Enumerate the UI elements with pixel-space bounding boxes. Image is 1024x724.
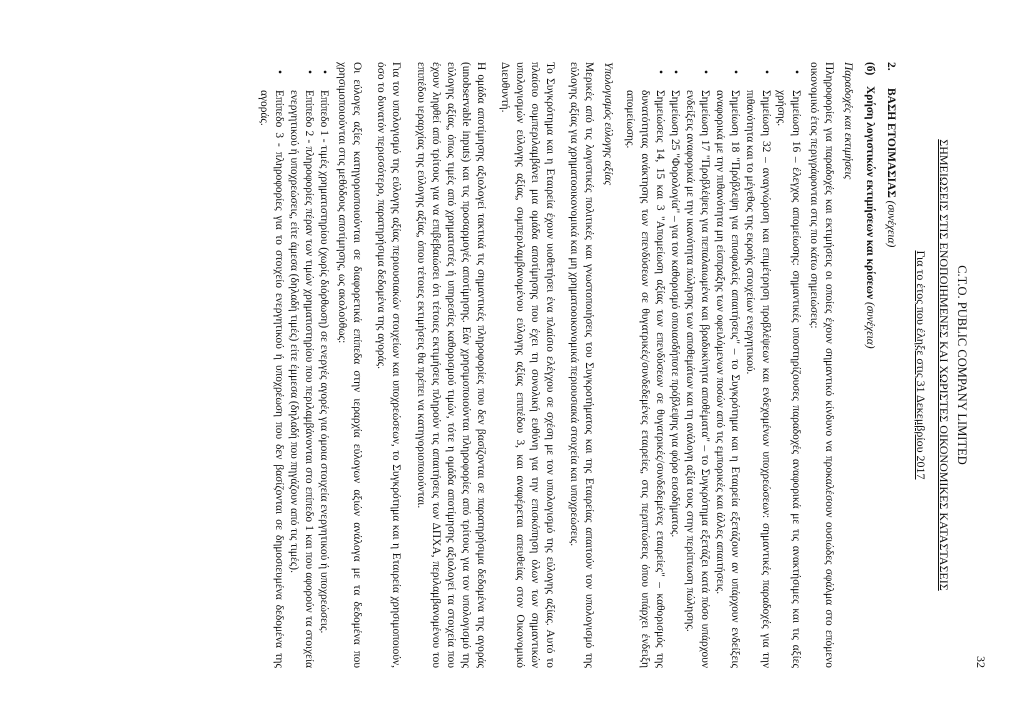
document-title: ΣΗΜΕΙΩΣΕΙΣ ΣΤΙΣ ΕΝΟΠΟΙΗΜΕΝΕΣ ΚΑΙ ΧΩΡΙΣΤΕΣ ΟΙΚΟΝΟΜΙΚΕΣ ΚΑΤΑΣΤΑΣΕΙΣ: [937, 139, 952, 591]
subsection-number: (б): [863, 62, 876, 76]
section-continued: (συνέχεια): [884, 200, 897, 248]
provisions-list: [622, 62, 803, 668]
provision-item: • Σημειώσεις 14, 15 και 3 "Απομείωση αξίας των επενδύσεων σε θυγατρικές/συνδεδεμένες εταιρείες" – καθορισμός της δυνατότητας ανάκτησης των επενδύσεων σε θυγατρικές/συνδεδεμένες εταιρείες, στις περιπτώσεις όπου υπάρχει ένδειξη απομείωσης.: [622, 90, 667, 668]
subsection-continued: (συνέχεια): [863, 301, 876, 349]
level-item: • Επίπεδο 2 - πληροφορίες πέραν των τιμών χρηματιστηρίου που περιλαμβάνονται στο επίπεδο 1 και που αφορούν τα στοιχεία ενεργητικού ή υποχρεώσεις, είτε άμεσα (δηλαδή τιμές) είτε έμμεσα (δηλαδή που πηγάζουν από τις τιμές).: [286, 90, 316, 668]
section-heading: [883, 62, 898, 668]
section-title: ΒΑΣΗ ΕΤΟΙΜΑΣΙΑΣ: [884, 88, 897, 198]
provision-item: • Σημείωση 18 "Πρόβλεψη για επισφαλείς απαιτήσεις" – το Συγκρότημα και η Εταιρεία εξετάζουν αν υπάρχουν ενδείξεις αναφορικά με την πιθανότητα μη είσπραξης των οφειλόμενων ποσών από τις εμπορικές και άλλες απαιτήσεις.: [712, 90, 742, 668]
section-number: 2.: [884, 62, 897, 71]
level-item: • Επίπεδο 3 - πληροφορίες για το στοιχείο ενεργητικού ή υποχρέωση που δεν βασίζονται σε δημοσιευμένα δεδομένα της αγοράς.: [256, 90, 286, 668]
fair-value-paragraph: Για τον υπολογισμό της εύλογης αξίας περιουσιακών στοιχείων και υποχρεώσεων, το Συγκρότημα και η Εταιρεία χρησιμοποιούν, όσο το δυνατόν περισσότερο, παρατηρήσιμα δεδομένα της αγοράς.: [375, 62, 403, 668]
levels-list: [256, 62, 331, 668]
period-line: Για το έτος που έληξε στις 31 Δεκεμβρίου 2017: [913, 250, 928, 480]
provision-item: • Σημείωση 32 – αναγνώριση και επιμέτρηση προβλέψεων και ενδεχομένων υποχρεώσεων: σημαντικές παραδοχές για την πιθανότητα και το μέγεθος της εκροής στοιχείων ενεργητικού.: [742, 90, 772, 668]
fair-value-paragraph: Η ομάδα αποτίμησης αξιολογεί τακτικά τις σημαντικές πληροφορίες που δεν βασίζονται σε παρατηρήσιμα δεδομένα της αγοράς (unobservable inputs) και τις προσαρμογές αποτίμησης. Εάν χρησιμοποιούνται πληροφορίες από τρίτους για τον υπολογισμό της εύλογης αξίας, όπως τιμές από χρηματιστές ή υπηρεσίες καθορισμού τιμών, τότε η ομάδα αποτίμησης αξιολογεί τα στοιχεία που έχουν ληφθεί από τρίτους για να επιβεβαιώσει ότι τέτοιες εκτιμήσεις πληρούν τις απαιτήσεις των ΔΠΧΑ, περιλαμβανομένου του επιπέδου ιεραρχίας της εύλογης αξίας, όπου τέτοιες εκτιμήσεις θα πρέπει να κατηγοριοποιούνται.: [414, 62, 487, 668]
provision-item: • Σημείωση 25 "Φορολογία" – για τον καθορισμό οποιασδήποτε πρόβλεψης για φόρο εισοδήματος.: [667, 90, 682, 668]
provision-item: • Σημείωση 17 "Προβλέψεις για πεπαλαιωμένα και βραδυκίνητα αποθέματα" – το Συγκρότημα εξετάζει κατά πόσο υπάρχουν ενδείξεις αναφορικά με την ικανότητα πώλησης των αποθεμάτων και τη ανάλογη αξία τους στην περίπτωση πώλησης.: [682, 90, 712, 668]
fair-value-paragraph: Οι εύλογες αξίες κατηγοριοποιούνται σε διαφορετικά επίπεδα στην ιεραρχία εύλογων αξιών ανάλογα με τα δεδομένα που χρησιμοποιούνται στις μεθόδους αποτίμησης, ως ακολούθως:: [336, 62, 364, 668]
fair-value-heading: Υπολογισμός εύλογης αξίας: [602, 62, 615, 186]
fair-value-paragraph: Το Συγκρότημα και η Εταιρεία έχουν υιοθετήσει ένα πλαίσιο ελέγχου σε σχέση με τον υπολογισμό της εύλογης αξίας. Αυτό το πλαίσιο συμπεριλαμβάνει μια ομάδα αποτίμησης που έχει τη συνολική ευθύνη για την επισκόπηση όλων των σημαντικών υπολογισμών εύλογης αξίας, συμπεριλαμβανομένου εύλογης αξίας επιπέδου 3, και αναφέρεται απευθείας στον Οικονομικό Διευθυντή.: [498, 62, 556, 668]
provision-item: • Σημείωση 16 – έλεγχος απομείωσης: σημαντικές υποστηρίζουσες παραδοχές αναφορικά με τις ανακτήσιμες και τις αξίες χρήσης.: [773, 90, 803, 668]
provisions-intro: Πληροφορίες για παραδοχές και εκτιμήσεις οι οποίες έχουν σημαντικό κίνδυνο να προκαλέσουν ουσιώδες σφάλμα στο επόμενο οικονομικό έτος περιγράφονται στις πιο κάτω σημειώσεις:: [807, 62, 835, 668]
company-name: C.T.O. PUBLIC COMPANY LIMITED: [955, 265, 969, 465]
page-number: 32: [974, 656, 988, 668]
level-item: • Επίπεδο 1 - τιμές χρηματιστηρίου (χωρίς διόρθωση) σε ενεργές αγορές για όμοια στοιχεία ενεργητικού ή υποχρεώσεις.: [316, 90, 331, 668]
provisions-heading: Παραδοχές και εκτιμήσεις: [841, 62, 854, 180]
document-page: [256, 62, 988, 668]
fair-value-intro: Μερικές από τις λογιστικές πολιτικές και γνωστοποιήσεις του Συγκροτήματος και της Εταιρείας απαιτούν τον υπολογισμό της εύλογης αξίας για χρηματοοικονομικά και μη χρηματοοικονομικά περιουσιακά στοιχεία και υποχρεώσεις.: [567, 62, 595, 668]
subsection-heading: [862, 62, 877, 668]
subsection-title: Χρήση λογιστικών εκτιμήσεων και κρίσεων: [863, 86, 876, 300]
